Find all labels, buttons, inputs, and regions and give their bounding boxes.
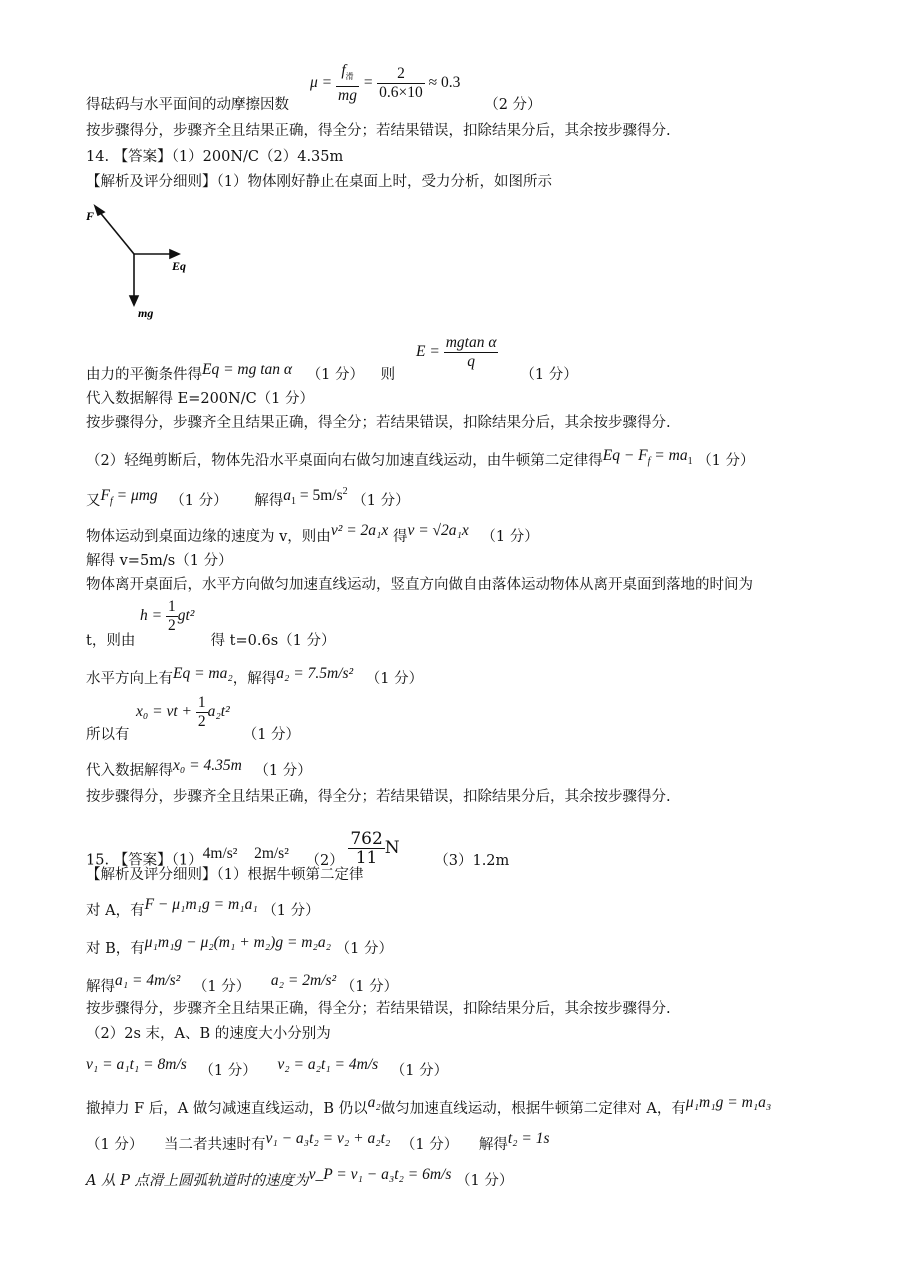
fall-line: 物体离开桌面后，水平方向做匀加速直线运动，竖直方向做自由落体运动物体从离开桌面到落地的时间为 xyxy=(86,577,753,593)
force-diagram xyxy=(82,200,202,325)
E-formula: E = $\frac{\text{mgtan α}}{q}$ xyxy=(416,334,497,370)
scoring-rule: 按步骤得分，步骤齐全且结果正确，得全分；若结果错误，扣除结果分后，其余按步骤得分. xyxy=(86,789,671,805)
force-Eq-head xyxy=(170,250,179,258)
mu-lhs: μ = xyxy=(310,74,333,92)
B-equation-line: 对 B，有μ₁m₁g − μ₂(m₁ + m₂)g = m₂a₂ （1 分） xyxy=(86,934,393,957)
E-result: 代入数据解得 E=200N/C（1 分） xyxy=(86,391,315,407)
equilibrium-line: 由力的平衡条件得Eq = mg tan α （1 分） 则 （1 分） xyxy=(86,361,578,383)
q15-analysis: 【解析及评分细则】（1）根据牛顿第二定律 xyxy=(86,867,364,883)
friction-line: 又$F_f = \mu mg$ （1 分） 解得$a_1 = 5m/s^2$ （1 分） xyxy=(86,486,410,510)
velocity-line: 物体运动到桌面边缘的速度为 v，则由v² = 2a₁x 得v = √2a₁x （1 分） xyxy=(86,522,539,545)
remove-force-line: 撤掉力 F 后，A 做匀减速直线运动，B 仍以a₂做匀加速直线运动，根据牛顿第二定律对 A，有μ₁m₁g = m₁a₃ xyxy=(86,1094,772,1117)
mu-line: 得砝码与水平面间的动摩擦因数 （2 分） xyxy=(86,97,542,113)
force-mg-head xyxy=(130,296,138,305)
A-equation-line: 对 A，有F − μ₁m₁g = m₁a₁ （1 分） xyxy=(86,896,320,919)
x0-result-line: 代入数据解得x₀ = 4.35m （1 分） xyxy=(86,757,312,779)
h-formula: h = $\frac{1}{2}$ gt² xyxy=(140,598,195,634)
force-F-arrow xyxy=(98,210,134,254)
x0-line: 所以有 （1 分） xyxy=(86,727,301,743)
label-F: F xyxy=(86,209,95,223)
t-line: t，则由 得 t=0.6s（1 分） xyxy=(86,633,336,649)
mu-formula: μ = $\frac{f_滑}{mg}$ = $\frac{2}{0.6\times 10}$ ≈ 0.3 xyxy=(310,62,461,105)
part2-line: （2）2s 末，A、B 的速度大小分别为 xyxy=(86,1026,331,1042)
scoring-rule: 按步骤得分，步骤齐全且结果正确，得全分；若结果错误，扣除结果分后，其余按步骤得分. xyxy=(86,123,671,139)
horizontal-line: 水平方向上有Eq = ma₂，解得a₂ = 7.5m/s² （1 分） xyxy=(86,665,424,687)
common-velocity-line: （1 分） 当二者共速时有v₁ − a₃t₂ = v₂ + a₂t₂ （1 分） 解得t₂ = 1s xyxy=(86,1130,550,1153)
q15-answer: 15. 【答案】（1）4m/s² 2m/s² （2） $\frac{762}{11}$ N （3）1.2m xyxy=(86,829,510,869)
part2-line: （2）轻绳剪断后，物体先沿水平桌面向右做匀加速直线运动，由牛顿第二定律得$Eq - F_f = ma_1$ （1 分） xyxy=(86,447,755,469)
q14-analysis: 【解析及评分细则】（1）物体刚好静止在桌面上时，受力分析，如图所示 xyxy=(86,174,552,190)
force-F-head xyxy=(95,206,104,215)
x0-formula: x₀ = vt + $\frac{1}{2}$ a₂t² xyxy=(136,694,230,730)
scoring-rule: 按步骤得分，步骤齐全且结果正确，得全分；若结果错误，扣除结果分后，其余按步骤得分. xyxy=(86,1001,671,1017)
velocities-line: v₁ = a₁t₁ = 8m/s （1 分） v₂ = a₂t₁ = 4m/s （1 分） xyxy=(86,1056,449,1079)
mu-frac2: $\frac{2}{0.6\times 10}$ xyxy=(379,65,423,102)
last-line: A 从 P 点滑上圆弧轨道时的速度为v_P = v₁ − a₃t₂ = 6m/s （1 分） xyxy=(86,1166,514,1189)
label-Eq: Eq xyxy=(172,259,187,273)
v-result: 解得 v=5m/s（1 分） xyxy=(86,553,233,569)
acceleration-results: 解得a₁ = 4m/s² （1 分） a₂ = 2m/s² （1 分） xyxy=(86,972,399,995)
q14-answer: 14. 【答案】（1）200N/C（2）4.35m xyxy=(86,149,344,165)
scoring-rule: 按步骤得分，步骤齐全且结果正确，得全分；若结果错误，扣除结果分后，其余按步骤得分. xyxy=(86,415,671,431)
mu-frac: $\frac{f_滑}{mg}$ xyxy=(338,62,357,105)
label-mg: mg xyxy=(138,306,154,320)
